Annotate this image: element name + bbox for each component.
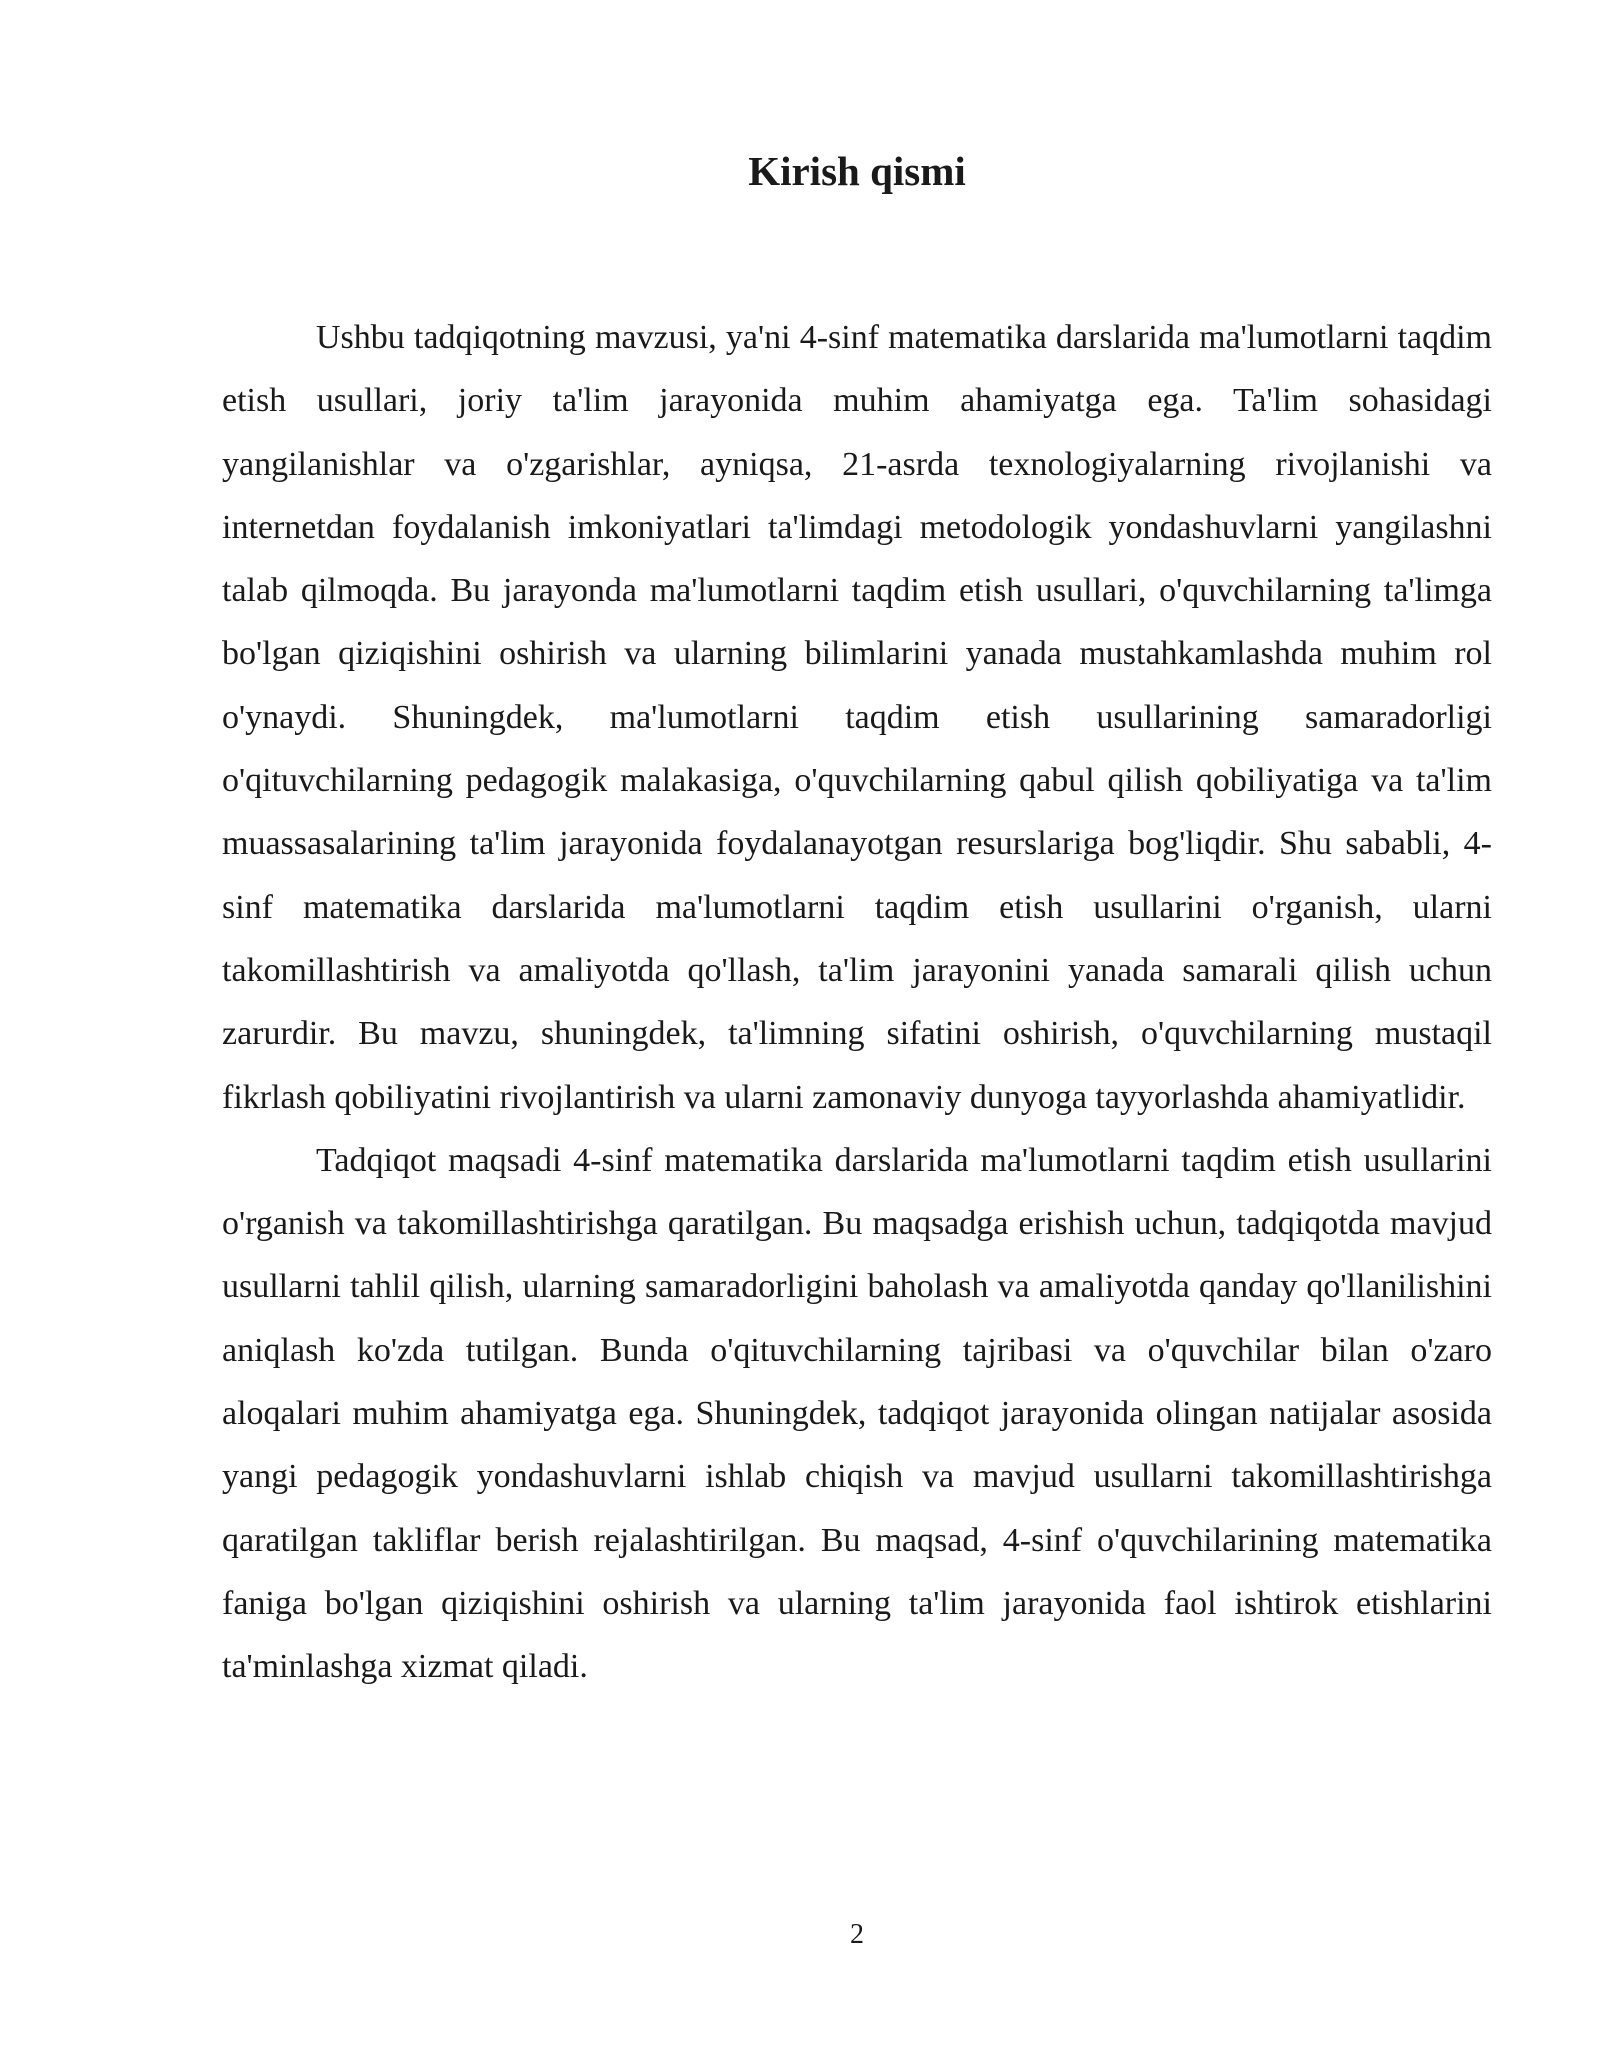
page-number: 2 <box>850 1919 864 1950</box>
paragraph-2: Tadqiqot maqsadi 4-sinf matematika darslarida ma'lumotlarni taqdim etish usullarini o'rganish va takomillashtirishga qaratilgan. Bu maqsadga erishish uchun, tadqiqotda mavjud usullarni tahlil qilish, ularning samaradorligini baholash va amaliyotda qanday qo'llanilishini aniqlash ko'zda tutilgan. Bunda o'qituvchilarning tajribasi va o'quvchilar bilan o'zaro aloqalari muhim ahamiyatga ega. Shuningdek, tadqiqot jarayonida olingan natijalar asosida yangi pedagogik yondashuvlarni ishlab chiqish va mavjud usullarni takomillashtirishga qaratilgan takliflar berish rejalashtirilgan. Bu maqsad, 4-sinf o'quvchilarining matematika faniga bo'lgan qiziqishini oshirish va ularning ta'lim jarayonida faol ishtirok etishlarini ta'minlashga xizmat qiladi. <box>222 1141 1492 1686</box>
paragraph-1: Ushbu tadqiqotning mavzusi, ya'ni 4-sinf matematika darslarida ma'lumotlarni taqdim etish usullari, joriy ta'lim jarayonida muhim ahamiyatga ega. Ta'lim sohasidagi yangilanishlar va o'zgarishlar, ayniqsa, 21-asrda texnologiyalarning rivojlanishi va internetdan foydalanish imkoniyatlari ta'limdagi metodologik yondashuvlarni yangilashni talab qilmoqda. Bu jarayonda ma'lumotlarni taqdim etish usullari, o'quvchilarning ta'limga bo'lgan qiziqishini oshirish va ularning bilimlarini yanada mustahkamlashda muhim rol o'ynaydi. Shuningdek, ma'lumotlarni taqdim etish usullarining samaradorligi o'qituvchilarning pedagogik malakasiga, o'quvchilarning qabul qilish qobiliyatiga va ta'lim muassasalarining ta'lim jarayonida foydalanayotgan resurslariga bog'liqdir. Shu sababli, 4-sinf matematika darslarida ma'lumotlarni taqdim etish usullarini o'rganish, ularni takomillashtirish va amaliyotda qo'llash, ta'lim jarayonini yanada samarali qilish uchun zarurdir. Bu mavzu, shuningdek, ta'limning sifatini oshirish, o'quvchilarning mustaqil fikrlash qobiliyatini rivojlantirish va ularni zamonaviy dunyoga tayyorlashda ahamiyatlidir. <box>222 319 1492 1116</box>
page-title: Kirish qismi <box>748 148 966 194</box>
body-text <box>222 306 1492 1699</box>
